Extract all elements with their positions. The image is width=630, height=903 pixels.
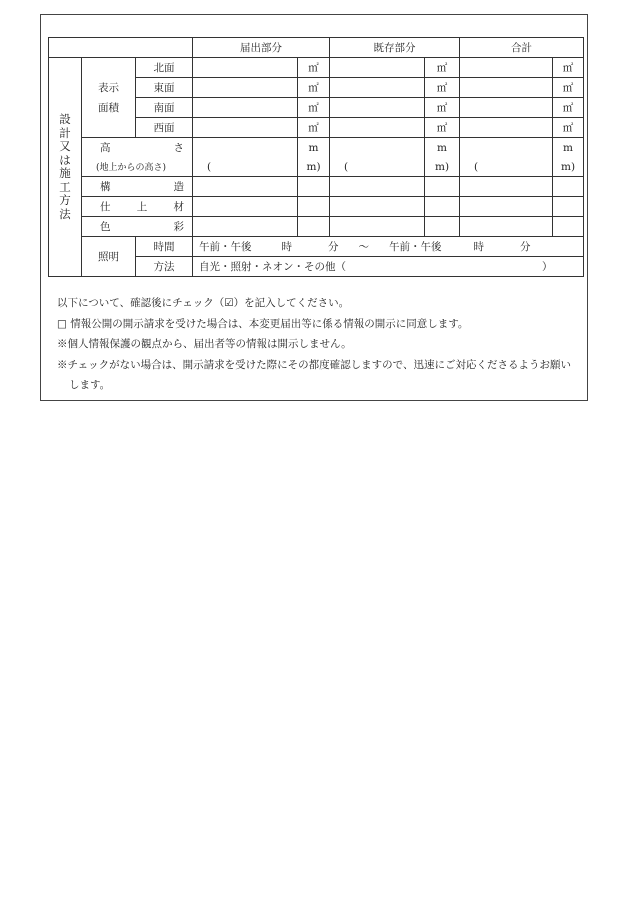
north-notified-input[interactable] (193, 58, 298, 78)
west-total-input[interactable] (460, 118, 553, 138)
finish-total-input[interactable] (460, 197, 553, 217)
finish-existing-extra[interactable] (425, 197, 460, 217)
structure-total-extra[interactable] (553, 177, 584, 197)
height-notified-input[interactable] (193, 138, 298, 158)
west-notified-input[interactable] (193, 118, 298, 138)
method-close-paren: ） (542, 261, 553, 273)
structure-existing-input[interactable] (330, 177, 425, 197)
finish-notified-extra[interactable] (298, 197, 330, 217)
form-frame (40, 14, 588, 401)
north-existing-input[interactable] (330, 58, 425, 78)
finish-total-extra[interactable] (553, 197, 584, 217)
unit-sqm: ㎡ (553, 58, 584, 78)
height-sub-label: (地上からの高さ) (82, 157, 193, 177)
unit-m: m (425, 138, 460, 158)
lighting-method-field[interactable] (193, 257, 584, 277)
note-consent-checkbox[interactable]: □ 情報公開の開示請求を受けた場合は、本変更届出等に係る情報の開示に同意します。 (57, 317, 469, 330)
height-label: 高 さ (82, 138, 193, 158)
south-existing-input[interactable] (330, 98, 425, 118)
color-notified-input[interactable] (193, 217, 298, 237)
notes-section (57, 293, 587, 396)
face-east-label: 東面 (136, 78, 193, 98)
lighting-time-field[interactable] (193, 237, 584, 257)
height-total-input[interactable] (460, 138, 553, 158)
header-existing: 既存部分 (330, 38, 460, 58)
minute-end-label: 分 (520, 241, 531, 253)
finish-notified-input[interactable] (193, 197, 298, 217)
header-row (49, 38, 584, 58)
unit-m: m (298, 138, 330, 158)
unit-sqm: ㎡ (553, 98, 584, 118)
finish-row (49, 197, 584, 217)
vertical-label-design-method: 設 計 又 は 施 工 方 法 (49, 58, 82, 277)
lighting-label: 照明 (82, 237, 136, 277)
height-existing-input[interactable] (330, 138, 425, 158)
east-total-input[interactable] (460, 78, 553, 98)
unit-sqm: ㎡ (298, 98, 330, 118)
structure-notified-input[interactable] (193, 177, 298, 197)
note-privacy: ※個人情報保護の観点から、届出者等の情報は開示しません。 (57, 338, 352, 350)
open-paren: ( (330, 157, 425, 177)
unit-sqm: ㎡ (425, 58, 460, 78)
method-options[interactable]: 自光・照射・ネオン・その他（ (199, 261, 347, 273)
unit-sqm: ㎡ (553, 118, 584, 138)
note-no-check: ※チェックがない場合は、開示請求を受けた際にその都度確認しますので、迅速にご対応くださるようお願い (57, 358, 571, 371)
unit-m: m (553, 138, 584, 158)
south-notified-input[interactable] (193, 98, 298, 118)
color-existing-input[interactable] (330, 217, 425, 237)
west-existing-input[interactable] (330, 118, 425, 138)
unit-m-close: m) (298, 157, 330, 177)
tilde: ～ (358, 241, 370, 253)
unit-m-close: m) (553, 157, 584, 177)
unit-m-close: m) (425, 157, 460, 177)
lighting-method-label: 方法 (136, 257, 193, 277)
ampm-end[interactable]: 午前・午後 (389, 241, 442, 253)
note-no-check-cont: します。 (69, 379, 111, 391)
unit-sqm: ㎡ (298, 58, 330, 78)
open-paren: ( (193, 157, 298, 177)
hour-start-label: 時 (281, 241, 293, 253)
structure-total-input[interactable] (460, 177, 553, 197)
unit-sqm: ㎡ (425, 98, 460, 118)
header-blank-cell (49, 38, 193, 58)
south-total-input[interactable] (460, 98, 553, 118)
structure-existing-extra[interactable] (425, 177, 460, 197)
color-label: 色 彩 (82, 217, 193, 237)
unit-sqm: ㎡ (553, 78, 584, 98)
east-notified-input[interactable] (193, 78, 298, 98)
minute-start-label: 分 (328, 241, 339, 253)
finish-label: 仕 上 材 (82, 197, 193, 217)
color-row (49, 217, 584, 237)
height-row-bottom (49, 157, 584, 177)
unit-sqm: ㎡ (425, 78, 460, 98)
structure-row (49, 177, 584, 197)
color-total-extra[interactable] (553, 217, 584, 237)
north-total-input[interactable] (460, 58, 553, 78)
lighting-time-row (49, 237, 584, 257)
unit-sqm: ㎡ (298, 78, 330, 98)
display-area-label: 表示 面積 (82, 58, 136, 138)
color-total-input[interactable] (460, 217, 553, 237)
face-west-label: 西面 (136, 118, 193, 138)
note-instruction: 以下について、確認後にチェック（☑）を記入してください。 (57, 297, 350, 309)
finish-existing-input[interactable] (330, 197, 425, 217)
hour-end-label: 時 (473, 241, 485, 253)
open-paren: ( (460, 157, 553, 177)
unit-sqm: ㎡ (425, 118, 460, 138)
header-total: 合計 (460, 38, 584, 58)
construction-method-table (48, 37, 584, 277)
face-north-label: 北面 (136, 58, 193, 78)
unit-sqm: ㎡ (298, 118, 330, 138)
lighting-time-label: 時間 (136, 237, 193, 257)
height-row-top (49, 138, 584, 158)
color-notified-extra[interactable] (298, 217, 330, 237)
structure-label: 構 造 (82, 177, 193, 197)
area-row-north (49, 58, 584, 78)
ampm-start[interactable]: 午前・午後 (199, 241, 252, 253)
face-south-label: 南面 (136, 98, 193, 118)
color-existing-extra[interactable] (425, 217, 460, 237)
header-notified: 届出部分 (193, 38, 330, 58)
structure-notified-extra[interactable] (298, 177, 330, 197)
east-existing-input[interactable] (330, 78, 425, 98)
